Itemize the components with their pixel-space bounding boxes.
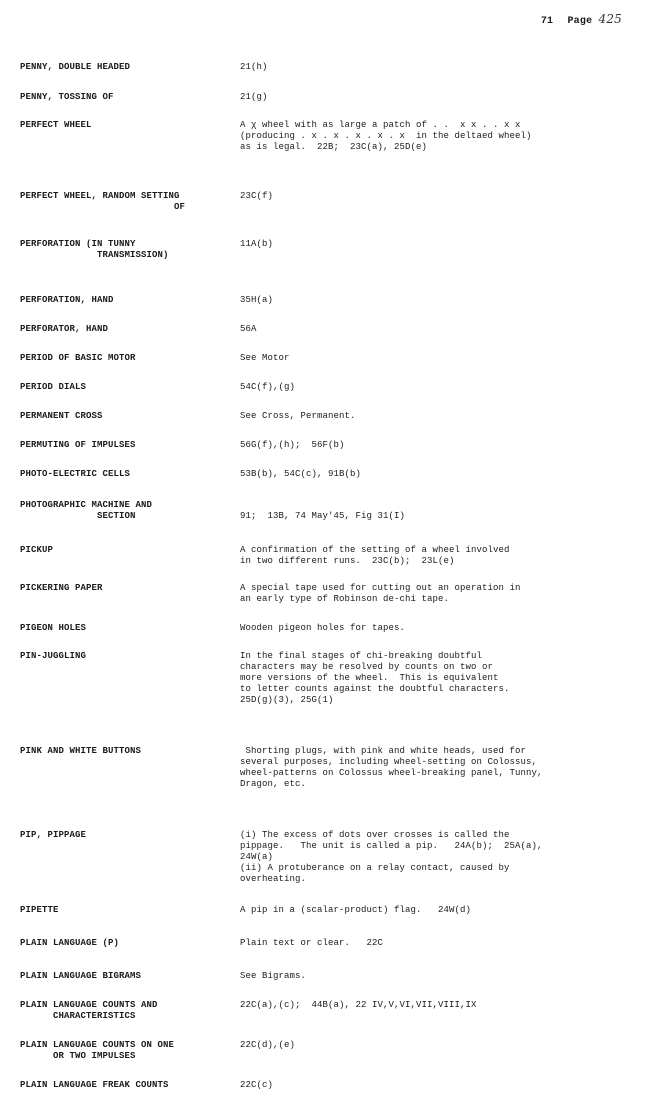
entry-term: PERFORATION, HAND xyxy=(20,295,114,305)
glossary-entry xyxy=(20,1080,620,1091)
glossary-entry xyxy=(20,411,620,422)
glossary-entry xyxy=(20,830,620,885)
page-label: Page xyxy=(567,16,593,27)
entry-reference: 22C(a),(c); 44B(a), 22 IV,V,VI,VII,VIII,IX xyxy=(240,1000,477,1010)
entry-reference: See Bigrams. xyxy=(240,971,307,981)
entry-reference: Plain text or clear. 22C xyxy=(240,938,384,948)
glossary-entry xyxy=(20,583,620,605)
entry-reference: 21(g) xyxy=(240,92,268,102)
entry-reference: Shorting plugs, with pink and white heads, used for several purposes, including wheel-setting on Colossus, wheel-patterns on Colossus wheel-breaking panel, Tunny, Dragon, etc. xyxy=(240,746,543,789)
glossary-entry xyxy=(20,440,620,451)
entry-term: PERMUTING OF IMPULSES xyxy=(20,440,136,450)
glossary-entry xyxy=(20,971,620,982)
page-number: 71 xyxy=(540,16,554,27)
entry-term: PLAIN LANGUAGE COUNTS ON ONE OR TWO IMPULSES xyxy=(20,1040,175,1061)
entry-term: PERFECT WHEEL xyxy=(20,120,92,130)
entry-reference: 22C(c) xyxy=(240,1080,274,1090)
glossary-entry xyxy=(20,938,620,949)
entry-reference: 35H(a) xyxy=(240,295,274,305)
entry-term: PERMANENT CROSS xyxy=(20,411,103,421)
entry-term: PIPETTE xyxy=(20,905,59,915)
entry-reference: A special tape used for cutting out an operation in an early type of Robinson de-chi tape. xyxy=(240,583,521,604)
entry-reference: In the final stages of chi-breaking doubtful characters may be resolved by counts on two or more versions of the wheel. This is equivalent to letter counts against the doubtful characters. 25D(g)(3), 25G(1) xyxy=(240,651,510,705)
page-header xyxy=(541,12,622,27)
glossary-entry xyxy=(20,623,620,634)
entry-term: PIN-JUGGLING xyxy=(20,651,87,661)
entry-reference: 53B(b), 54C(c), 91B(b) xyxy=(240,469,362,479)
entry-term: PLAIN LANGUAGE (P) xyxy=(20,938,120,948)
entry-reference: 11A(b) xyxy=(240,239,274,249)
entry-reference: 21(h) xyxy=(240,62,268,72)
entry-term: PLAIN LANGUAGE BIGRAMS xyxy=(20,971,142,981)
entry-term: PIP, PIPPAGE xyxy=(20,830,87,840)
glossary-entry xyxy=(20,353,620,364)
entry-reference: 56G(f),(h); 56F(b) xyxy=(240,440,345,450)
glossary-entry xyxy=(20,120,620,153)
entry-term: PIGEON HOLES xyxy=(20,623,87,633)
glossary-entry xyxy=(20,1000,620,1022)
glossary-entry xyxy=(20,295,620,306)
entry-term: PERFORATION (IN TUNNY TRANSMISSION) xyxy=(20,239,169,260)
entry-term: PHOTOGRAPHIC MACHINE AND SECTION xyxy=(20,500,153,521)
glossary-entry xyxy=(20,62,620,73)
entry-reference: (i) The excess of dots over crosses is called the pippage. The unit is called a pip. 24A(b); 25A(a), 24W(a) (ii) A protuberance on a relay contact, caused by overheating. xyxy=(240,830,543,884)
entry-term: PERIOD DIALS xyxy=(20,382,87,392)
glossary-entry xyxy=(20,500,620,522)
entry-reference: See Cross, Permanent. xyxy=(240,411,356,421)
entry-reference: 56A xyxy=(240,324,257,334)
glossary-entry xyxy=(20,382,620,393)
entry-reference: 23C(f) xyxy=(240,191,274,201)
entry-term: PENNY, DOUBLE HEADED xyxy=(20,62,131,72)
entry-term: PERIOD OF BASIC MOTOR xyxy=(20,353,136,363)
glossary-entry xyxy=(20,651,620,706)
glossary-entry xyxy=(20,905,620,916)
glossary-entry xyxy=(20,1040,620,1062)
glossary-entry xyxy=(20,545,620,567)
glossary-entry xyxy=(20,92,620,103)
entry-reference: 22C(d),(e) xyxy=(240,1040,296,1050)
entry-reference: 54C(f),(g) xyxy=(240,382,296,392)
entry-reference: A pip in a (scalar-product) flag. 24W(d) xyxy=(240,905,472,915)
entry-reference: A χ wheel with as large a patch of . . x x . . x x (producing . x . x . x . x . x in the deltaed wheel) as is legal. 22B; 23C(a), 25D(e) xyxy=(240,120,532,152)
entry-reference: 91; 13B, 74 May'45, Fig 31(I) xyxy=(240,511,406,521)
entry-term: PICKERING PAPER xyxy=(20,583,103,593)
entry-reference: Wooden pigeon holes for tapes. xyxy=(240,623,406,633)
glossary-entry xyxy=(20,239,620,261)
glossary-list xyxy=(20,62,620,1109)
entry-reference: A confirmation of the setting of a wheel involved in two different runs. 23C(b); 23L(e) xyxy=(240,545,510,566)
entry-term: PHOTO-ELECTRIC CELLS xyxy=(20,469,131,479)
entry-term: PICKUP xyxy=(20,545,54,555)
entry-term: PLAIN LANGUAGE FREAK COUNTS xyxy=(20,1080,169,1090)
glossary-entry xyxy=(20,324,620,335)
entry-reference: See Motor xyxy=(240,353,290,363)
entry-term: PERFECT WHEEL, RANDOM SETTING OF xyxy=(20,191,186,212)
entry-term: PINK AND WHITE BUTTONS xyxy=(20,746,142,756)
glossary-entry xyxy=(20,746,620,790)
entry-term: PERFORATOR, HAND xyxy=(20,324,109,334)
handwritten-page-number: 425 xyxy=(598,12,622,26)
glossary-entry xyxy=(20,469,620,480)
entry-term: PENNY, TOSSING OF xyxy=(20,92,114,102)
glossary-entry xyxy=(20,191,620,213)
entry-term: PLAIN LANGUAGE COUNTS AND CHARACTERISTICS xyxy=(20,1000,158,1021)
